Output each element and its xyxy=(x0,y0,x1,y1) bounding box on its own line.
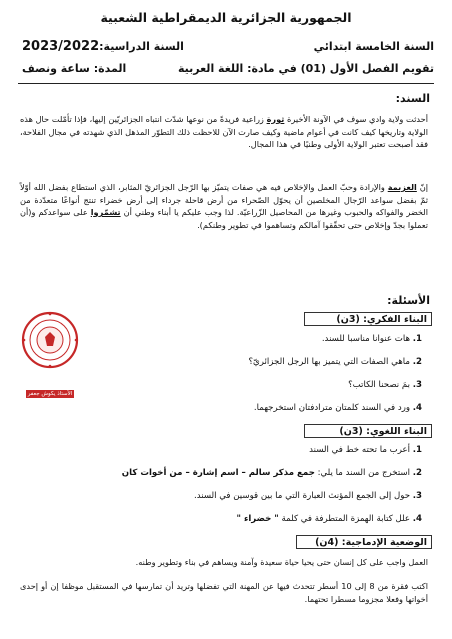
integration-line-1: العمل واجب على كل إنسان حتى يحيا حياة سعيدة وآمنة ويساهم في بناء وتطوير وطنه. xyxy=(135,557,428,567)
school-year xyxy=(22,39,184,54)
exam-title: تقويم الفصل الأول (01) في مادة: اللغة العربية xyxy=(177,62,434,75)
intellectual-title-text: البناء الفكري: (3ن) xyxy=(336,313,427,325)
underlined-word-tashammaru: تشمّروا xyxy=(90,207,121,218)
question-number: 2. xyxy=(412,357,422,367)
p1-part-a: أحدثت ولاية وادي سوف في الآونة الأخيرة xyxy=(284,114,428,124)
underlined-word-azima: العزيمة xyxy=(387,182,417,192)
question-text: بمَ نصحنا الكاتب؟ xyxy=(348,380,411,390)
intellectual-section-title xyxy=(304,312,432,326)
question-number: 3. xyxy=(412,380,422,390)
header-divider xyxy=(18,83,434,84)
question-bold-word: " خضراء " xyxy=(236,514,279,524)
question-text: ورد في السند كلمتان مترادفتان استخرجهما. xyxy=(253,403,411,413)
text-heading: السند: xyxy=(395,92,430,105)
linguistic-question-4 xyxy=(237,514,423,524)
intellectual-question-3 xyxy=(348,380,422,390)
school-year-label: السنة الدراسية: xyxy=(99,40,184,53)
linguistic-question-1 xyxy=(309,445,422,455)
duration-label: المدة: ساعة ونصف xyxy=(22,62,127,75)
question-number: 1. xyxy=(412,334,422,344)
question-number: 2. xyxy=(412,468,422,478)
level-label: السنة الخامسة ابتدائي xyxy=(313,40,434,53)
question-text: حول إلى الجمع المؤنث العبارة التي ما بين قوسين في السند. xyxy=(194,491,411,501)
teacher-stamp xyxy=(18,308,82,397)
header-row-2 xyxy=(22,62,434,75)
linguistic-question-2 xyxy=(122,468,422,478)
intellectual-question-4 xyxy=(254,403,422,413)
question-number: 3. xyxy=(412,491,422,501)
question-text: أعرب ما تحته خط في السند xyxy=(309,445,411,455)
stamp-caption: الأستاذ يكوش جعفر xyxy=(27,391,73,397)
question-text: هات عنوانا مناسبا للسند. xyxy=(321,334,411,344)
question-bold-terms: جمع مذكر سالم – اسم إشارة – من أخوات كان xyxy=(121,468,315,478)
text-paragraph-2 xyxy=(20,181,428,231)
stamp-caption-wrap xyxy=(18,380,82,399)
header-row-1 xyxy=(22,39,434,54)
integration-section-title xyxy=(296,535,432,549)
p2-part-a: إنّ xyxy=(416,182,429,192)
underlined-word-thawra: ثورة xyxy=(266,114,285,124)
linguistic-question-3 xyxy=(194,491,422,501)
question-number: 4. xyxy=(412,514,422,524)
intellectual-question-1 xyxy=(322,334,422,344)
question-text: استخرج من السند ما يلي: xyxy=(314,468,411,478)
question-text: علل كتابة الهمزة المتطرفة في كلمة xyxy=(278,514,411,524)
stamp-seal-icon xyxy=(18,308,82,374)
question-text: ماهي الصفات التي يتميز بها الرجل الجزائريّ؟ xyxy=(248,357,411,367)
linguistic-title-text: البناء اللغوي: (3ن) xyxy=(339,425,427,437)
question-number: 4. xyxy=(412,403,422,413)
text-paragraph-1 xyxy=(20,113,428,151)
republic-title: الجمهورية الجزائرية الديمقراطية الشعبية xyxy=(100,10,352,25)
integration-line-2: اكتب فقرة من 8 إلى 10 أسطر تتحدث فيها عن المهنة التي تفضلها وتريد أن تمارسها في المستقبل موظفا إن أو إحدى أخواتها وفعلا مجزوما مسطرا تحتهما. xyxy=(20,581,428,604)
linguistic-section-title xyxy=(304,424,432,438)
p2-part-c: والإرادة وحبّ العمل والإخلاص فيه هي صفات يتميّز بها الرّجل الجزائريّ المثابر، الذي استطاع بفضل الله أوّلاً ثمّ بفضل سواعد الرّجال المخلصين أن يحوّل الصّحراء من أرض قاحلة جرداء إلى أرض خضراء تنتج أنواعًا متعدّدة من الخضر والفواكه والحبوب وغيرها من المحاصيل الزّراعيّة. لذا وجب عليكم يا أبناء وطني أن xyxy=(20,182,428,218)
integration-title-text: الوضعية الإدماجية: (4ن) xyxy=(315,536,427,548)
questions-heading: الأسئلة: xyxy=(387,294,430,307)
question-number: 1. xyxy=(412,445,422,455)
p2-part-e: على سواعدكم و(أن تعملوا بجدّ وإخلاص حتى تحقّقوا آمالكم وتساهموا في تطوير وطنكم). xyxy=(20,207,428,230)
intellectual-question-2 xyxy=(249,357,423,367)
p1-part-c: زراعية فريدةً من نوعها شدّت انتباه الجزائريّين إليها، فإذا تأمّلت حال هذه الولاية وتاريخها كيف كانت في أعوام ماضية وكيف صارت الآن للاحظت ذلك التطوّر المذهل الذي شهدته في مجال الفلاحة، فقد أصبحت تعتبر الولاية الأولى وطنيًا في هذا المجال. xyxy=(20,114,428,150)
school-year-value: 2023/2022 xyxy=(22,39,100,54)
